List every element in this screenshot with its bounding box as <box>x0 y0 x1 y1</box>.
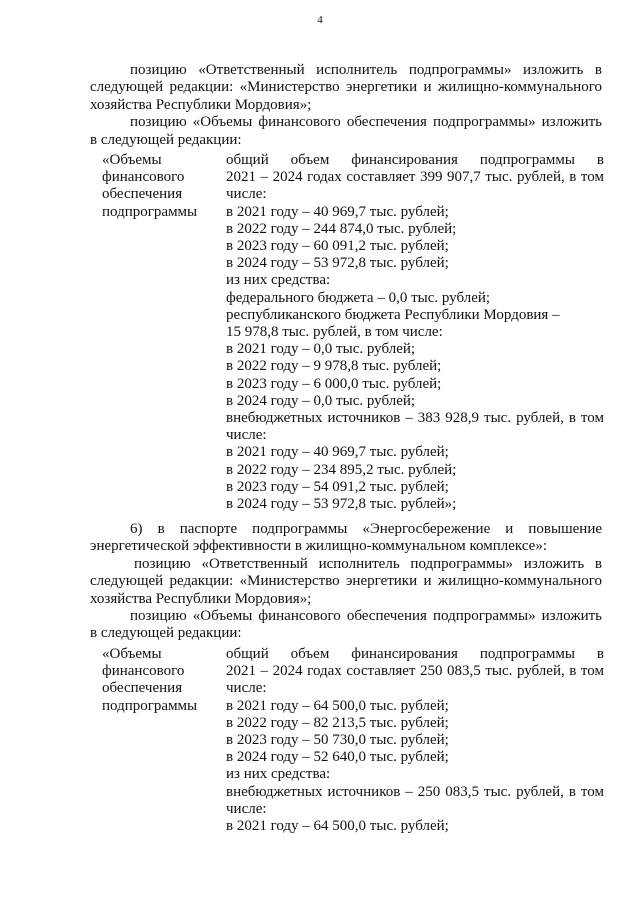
value-line: числе: <box>226 186 267 203</box>
paragraph-block-1 <box>90 62 602 149</box>
value-line: в 2021 году – 64 500,0 тыс. рублей; <box>226 818 449 835</box>
text-line: позицию «Ответственный исполнитель подпрограммы» изложить в <box>130 62 602 78</box>
text-line: следующей редакции: «Министерство энергетики и жилищно-коммунального <box>90 573 602 590</box>
value-line: внебюджетных источников – 383 928,9 тыс. рублей, в том <box>226 410 604 427</box>
label-line: «Объемы <box>102 152 162 168</box>
text-line: хозяйства Республики Мордовия»; <box>90 590 312 607</box>
value-line: в 2023 году – 54 091,2 тыс. рублей; <box>226 478 449 495</box>
value-line: в 2022 году – 234 895,2 тыс. рублей; <box>226 461 457 478</box>
table-value-column <box>226 646 604 835</box>
text-line: энергетической эффективности в жилищно-коммунальном комплексе»: <box>90 538 548 555</box>
value-line: в 2024 году – 0,0 тыс. рублей; <box>226 392 416 409</box>
value-line: в 2021 году – 40 969,7 тыс. рублей; <box>226 444 449 461</box>
value-line: в 2023 году – 6 000,0 тыс. рублей; <box>226 375 442 392</box>
text-line: позицию «Объемы финансового обеспечения подпрограммы» изложить <box>130 608 602 625</box>
value-line: в 2021 году – 40 969,7 тыс. рублей; <box>226 203 449 220</box>
value-line: числе: <box>226 427 267 444</box>
table-label-column <box>102 152 220 221</box>
text-line: позицию «Объемы финансового обеспечения подпрограммы» изложить <box>130 114 602 131</box>
value-line: в 2024 году – 53 972,8 тыс. рублей; <box>226 255 449 272</box>
table-label-column <box>102 646 220 715</box>
value-line: внебюджетных источников – 250 083,5 тыс. рублей, в том <box>226 783 604 800</box>
value-line: общий объем финансирования подпрограммы в <box>226 152 604 168</box>
table-value-column <box>226 152 604 513</box>
value-line: в 2023 году – 50 730,0 тыс. рублей; <box>226 732 449 749</box>
text-line: следующей редакции: «Министерство энергетики и жилищно-коммунального <box>90 79 602 96</box>
financing-table-2 <box>102 646 602 841</box>
text-line: в следующей редакции: <box>90 131 242 148</box>
text-line: 6) в паспорте подпрограммы «Энергосбережение и повышение <box>130 521 602 537</box>
value-line: 2021 – 2024 годах составляет 250 083,5 тыс. рублей, в том <box>226 663 604 680</box>
text-line: хозяйства Республики Мордовия»; <box>90 96 312 113</box>
value-line: в 2021 году – 0,0 тыс. рублей; <box>226 341 416 358</box>
value-line: в 2023 году – 60 091,2 тыс. рублей; <box>226 238 449 255</box>
value-line: из них средства: <box>226 272 331 289</box>
value-line: общий объем финансирования подпрограммы в <box>226 646 604 662</box>
value-line: федерального бюджета – 0,0 тыс. рублей; <box>226 289 491 306</box>
label-line: обеспечения <box>102 186 183 203</box>
value-line: в 2022 году – 82 213,5 тыс. рублей; <box>226 714 449 731</box>
value-line: в 2024 году – 53 972,8 тыс. рублей»; <box>226 496 457 513</box>
label-line: обеспечения <box>102 680 183 697</box>
value-line: числе: <box>226 800 267 817</box>
value-line: в 2024 году – 52 640,0 тыс. рублей; <box>226 749 449 766</box>
value-line: в 2021 году – 64 500,0 тыс. рублей; <box>226 697 449 714</box>
page-number: 4 <box>317 14 323 26</box>
value-line: 2021 – 2024 годах составляет 399 907,7 тыс. рублей, в том <box>226 169 604 186</box>
label-line: подпрограммы <box>102 697 198 714</box>
label-line: подпрограммы <box>102 203 198 220</box>
financing-table-1 <box>102 152 602 522</box>
value-line: из них средства: <box>226 766 331 783</box>
value-line: в 2022 году – 9 978,8 тыс. рублей; <box>226 358 442 375</box>
value-line: 15 978,8 тыс. рублей, в том числе: <box>226 324 443 341</box>
paragraph-block-2 <box>90 521 602 643</box>
text-line: позицию «Ответственный исполнитель подпрограммы» изложить в <box>134 555 602 572</box>
label-line: финансового <box>102 169 185 186</box>
text-line: в следующей редакции: <box>90 625 242 642</box>
value-line: республиканского бюджета Республики Мордовия – <box>226 306 560 323</box>
value-line: в 2022 году – 244 874,0 тыс. рублей; <box>226 220 457 237</box>
label-line: «Объемы <box>102 646 162 662</box>
label-line: финансового <box>102 663 185 680</box>
value-line: числе: <box>226 680 267 697</box>
